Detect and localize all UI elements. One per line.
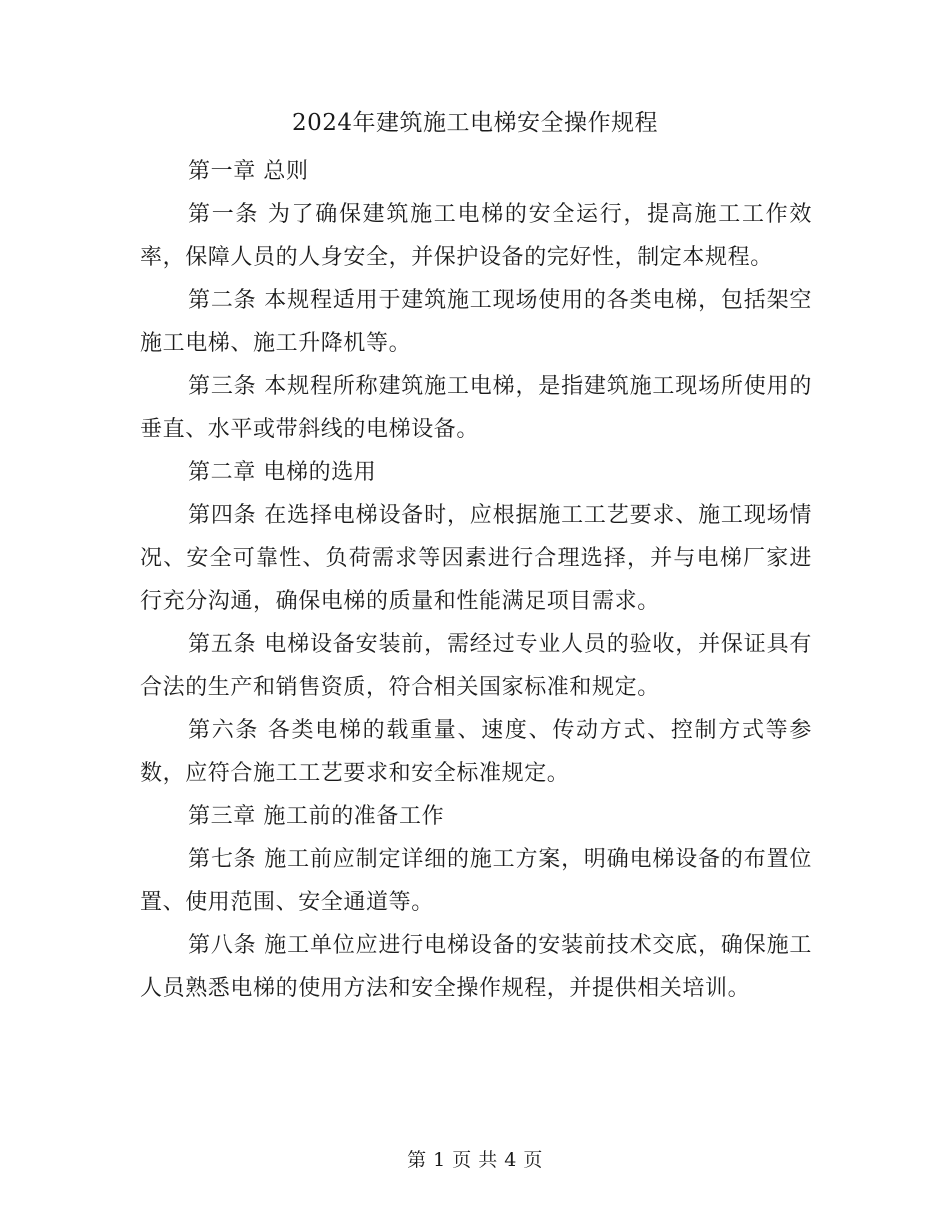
article-paragraph: 第一条 为了确保建筑施工电梯的安全运行，提高施工工作效率，保障人员的人身安全，并保护设备的完好性，制定本规程。 [140,202,812,270]
article-paragraph: 第五条 电梯设备安装前，需经过专业人员的验收，并保证具有合法的生产和销售资质，符合相关国家标准和规定。 [140,632,812,700]
document-body [140,150,812,1010]
article-paragraph: 第三条 本规程所称建筑施工电梯，是指建筑施工现场所使用的垂直、水平或带斜线的电梯设备。 [140,374,812,442]
document-title: 2024年建筑施工电梯安全操作规程 [291,110,659,136]
page-footer [0,1146,950,1174]
article-paragraph: 第七条 施工前应制定详细的施工方案，明确电梯设备的布置位置、使用范围、安全通道等。 [140,847,812,915]
article-paragraph: 第八条 施工单位应进行电梯设备的安装前技术交底，确保施工人员熟悉电梯的使用方法和安全操作规程，并提供相关培训。 [140,933,812,1001]
chapter-heading: 第一章 总则 [188,159,309,184]
chapter-heading: 第二章 电梯的选用 [188,460,377,485]
article-paragraph: 第六条 各类电梯的载重量、速度、传动方式、控制方式等参数，应符合施工工艺要求和安全标准规定。 [140,718,812,786]
chapter-heading: 第三章 施工前的准备工作 [188,804,445,829]
article-paragraph: 第二条 本规程适用于建筑施工现场使用的各类电梯，包括架空施工电梯、施工升降机等。 [140,288,812,356]
article-paragraph: 第四条 在选择电梯设备时，应根据施工工艺要求、施工现场情况、安全可靠性、负荷需求等因素进行合理选择，并与电梯厂家进行充分沟通，确保电梯的质量和性能满足项目需求。 [140,503,812,614]
page-number: 第 1 页 共 4 页 [407,1149,543,1171]
